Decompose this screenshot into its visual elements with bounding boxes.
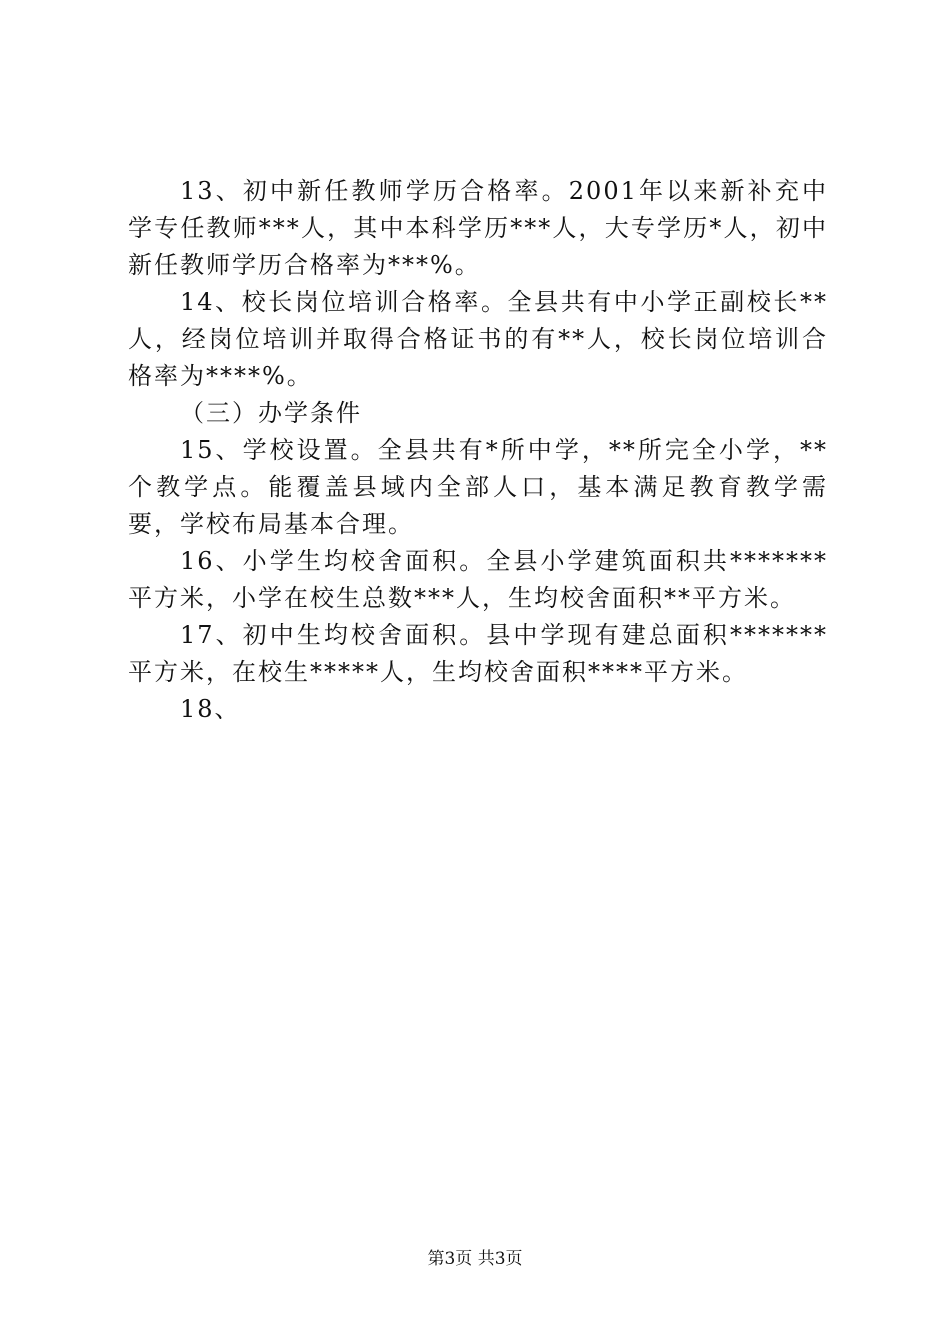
paragraph-15: 15、学校设置。全县共有*所中学，**所完全小学，**个教学点。能覆盖县域内全部人口，基本满足教育教学需要，学校布局基本合理。 (128, 436, 828, 538)
paragraph-14: 14、校长岗位培训合格率。全县共有中小学正副校长**人，经岗位培训并取得合格证书的有**人，校长岗位培训合格率为****%。 (128, 288, 828, 390)
page-number-footer: 第3页 共3页 (427, 1249, 523, 1269)
paragraph-17: 17、初中生均校舍面积。县中学现有建总面积*******平方米，在校生*****人，生均校舍面积****平方米。 (128, 621, 828, 686)
section-heading-school-conditions: （三）办学条件 (180, 399, 362, 427)
paragraph-16: 16、小学生均校舍面积。全县小学建筑面积共*******平方米，小学在校生总数***人，生均校舍面积**平方米。 (128, 547, 828, 612)
paragraph-18: 18、 (180, 695, 241, 723)
paragraph-13: 13、初中新任教师学历合格率。2001年以来新补充中学专任教师***人，其中本科学历***人，大专学历*人，初中新任教师学历合格率为***%。 (128, 177, 828, 279)
document-body (128, 173, 828, 728)
